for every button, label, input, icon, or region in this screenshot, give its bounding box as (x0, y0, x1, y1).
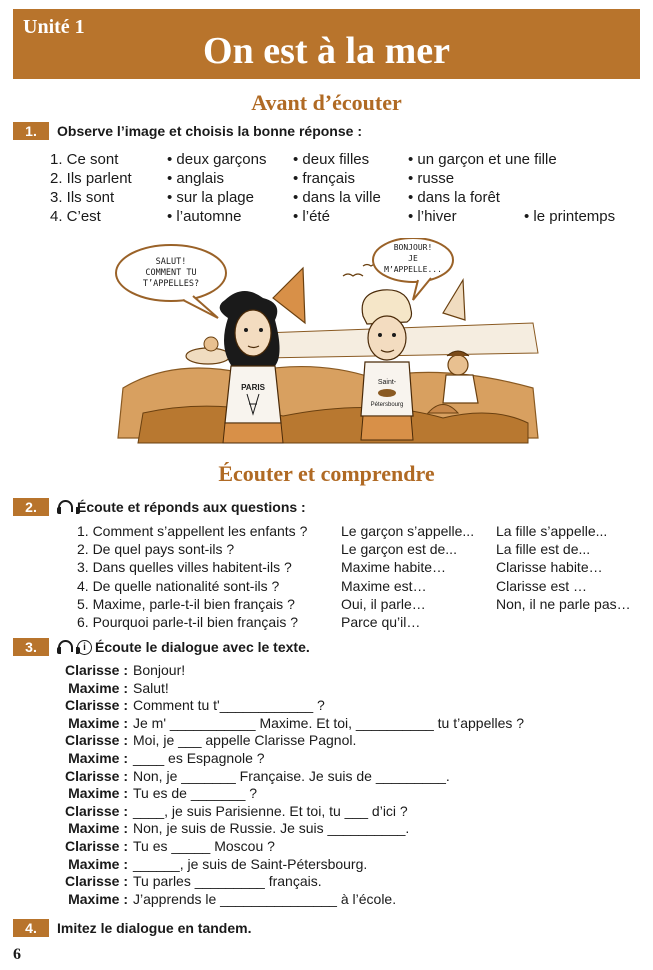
answer-prompt: Maxime est… (341, 577, 427, 594)
speaker: Clarisse : (64, 873, 128, 890)
question-text: 4. De quelle nationalité sont-ils ? (77, 577, 280, 594)
info-icon: i (77, 640, 92, 655)
answer-prompt: La fille s’appelle... (496, 523, 608, 539)
speaker: Maxime : (68, 890, 128, 907)
speaker: Clarisse : (64, 802, 128, 819)
option-choice: • l’automne (167, 208, 242, 225)
line-text: Tu es de _______ ? (133, 785, 258, 802)
option-stem: 4. C’est (50, 208, 101, 225)
option-choice: • l’été (293, 208, 330, 225)
exercise-3-number: 3. (13, 638, 49, 656)
speaker: Clarisse : (64, 767, 128, 784)
line-text: J’apprends le _______________ à l’école. (133, 890, 397, 907)
exercise-3-instruction: Écoute le dialogue avec le texte. (95, 639, 310, 655)
option-choice: • l’hiver (408, 208, 457, 225)
girl-shirt-text: PARIS (241, 383, 265, 392)
line-text: ____, je suis Parisienne. Et toi, tu ___ d’ici ? (133, 802, 408, 819)
bubble-left-line2: COMMENT TU (145, 268, 197, 278)
exercise-4-instruction: Imitez le dialogue en tandem. (57, 920, 252, 936)
exercise-4-header (13, 918, 251, 938)
exercise-2-number: 2. (13, 498, 49, 516)
speaker: Maxime : (68, 714, 128, 731)
dialogue (50, 662, 524, 908)
question-text: 2. De quel pays sont-ils ? (77, 541, 235, 558)
dialogue-line (50, 785, 524, 803)
beach-illustration (113, 238, 543, 450)
dialogue-line (50, 803, 524, 821)
page-number: 6 (13, 946, 21, 963)
unit-label: Unité 1 (23, 16, 85, 38)
exercise-1-instruction: Observe l’image et choisis la bonne réponse : (57, 123, 362, 139)
question-text: 5. Maxime, parle-t-il bien français ? (77, 595, 295, 612)
unit-header (13, 9, 640, 79)
answer-prompt: Clarisse est … (496, 577, 588, 594)
answer-prompt: Le garçon est de... (341, 541, 457, 558)
line-text: Tu es _____ Moscou ? (133, 837, 275, 854)
question-text: 6. Pourquoi parle-t-il bien français ? (77, 613, 299, 630)
line-text: ______, je suis de Saint-Pétersbourg. (133, 855, 368, 872)
line-text: Non, je suis de Russie. Je suis __________. (133, 820, 410, 837)
speaker: Clarisse : (64, 662, 128, 678)
line-text: Moi, je ___ appelle Clarisse Pagnol. (133, 732, 357, 749)
option-choice: • dans la ville (293, 189, 381, 206)
headphones-icon (57, 500, 72, 514)
dialogue-line (50, 715, 524, 733)
question-text: 1. Comment s’appellent les enfants ? (77, 523, 308, 539)
boy-shirt-text-line1: Saint- (377, 379, 397, 386)
speaker: Maxime : (68, 749, 128, 766)
option-stem: 1. Ce sont (50, 151, 119, 168)
dialogue-line (50, 680, 524, 698)
answer-prompt: Parce qu’il… (341, 613, 421, 630)
option-choice: • anglais (167, 170, 224, 187)
section-title-listen: Écouter et comprendre (218, 461, 435, 486)
dialogue-line (50, 732, 524, 750)
dialogue-line (50, 856, 524, 874)
answer-prompt: La fille est de... (496, 541, 591, 558)
option-choice: • deux garçons (167, 151, 267, 168)
answer-prompt: Oui, il parle… (341, 595, 426, 612)
option-choice: • deux filles (293, 151, 370, 168)
section-title-before: Avant d’écouter (251, 90, 402, 115)
speaker: Clarisse : (64, 697, 128, 714)
speaker: Maxime : (68, 855, 128, 872)
dialogue-line (50, 838, 524, 856)
option-stem: 3. Ils sont (50, 189, 115, 206)
bubble-left-line1: SALUT! (155, 257, 187, 267)
option-choice: • un garçon et une fille (408, 151, 557, 168)
answer-prompt: Non, il ne parle pas… (496, 595, 631, 612)
boy-shirt-text-line2: Pétersbourg (370, 402, 404, 408)
option-choice: • français (293, 170, 355, 187)
answer-prompt: Le garçon s’appelle... (341, 523, 475, 539)
option-stem: 2. Ils parlent (50, 170, 132, 187)
line-text: ____ es Espagnole ? (133, 749, 265, 766)
bubble-right-line3: M’APPELLE... (384, 265, 442, 274)
dialogue-line (50, 768, 524, 786)
answer-prompt: Clarisse habite… (496, 559, 603, 576)
speaker: Clarisse : (64, 837, 128, 854)
dialogue-line (50, 750, 524, 768)
option-choice: • sur la plage (167, 189, 254, 206)
line-text: Salut! (133, 679, 169, 696)
dialogue-line (50, 697, 524, 715)
speaker: Maxime : (68, 679, 128, 696)
bubble-right-line2: JE (408, 254, 418, 263)
dialogue-line (50, 662, 524, 680)
option-choice: • dans la forêt (408, 189, 500, 206)
speaker: Maxime : (68, 820, 128, 837)
exercise-2-instruction: Écoute et réponds aux questions : (77, 499, 306, 515)
line-text: Tu parles _________ français. (133, 873, 322, 890)
page-title: On est à la mer (203, 30, 450, 72)
exercise-2-instruction-wrap (57, 499, 306, 515)
question-text: 3. Dans quelles villes habitent-ils ? (77, 559, 292, 576)
line-text: Non, je _______ Française. Je suis de _________. (133, 767, 450, 784)
exercise-1-number: 1. (13, 122, 49, 140)
headphones-icon (57, 640, 72, 654)
bubble-right-line1: BONJOUR! (393, 243, 433, 252)
exercise-2-header (13, 497, 306, 517)
exercise-3-header (13, 637, 310, 657)
line-text: Je m' ___________ Maxime. Et toi, __________ tu t’appelles ? (133, 714, 525, 731)
line-text: Comment tu t'____________ ? (133, 697, 325, 714)
option-choice: • le printemps (524, 208, 616, 225)
dialogue-line (50, 873, 524, 891)
line-text: Bonjour! (133, 662, 186, 678)
exercise-1-header (13, 121, 362, 141)
exercise-4-number: 4. (13, 919, 49, 937)
dialogue-line (50, 891, 524, 909)
speaker: Maxime : (68, 785, 128, 802)
exercise-3-instruction-wrap (57, 639, 310, 655)
option-choice: • russe (408, 170, 455, 187)
bubble-left-line3: T’APPELLES? (142, 279, 200, 289)
speaker: Clarisse : (64, 732, 128, 749)
dialogue-line (50, 820, 524, 838)
answer-prompt: Maxime habite… (341, 559, 447, 576)
